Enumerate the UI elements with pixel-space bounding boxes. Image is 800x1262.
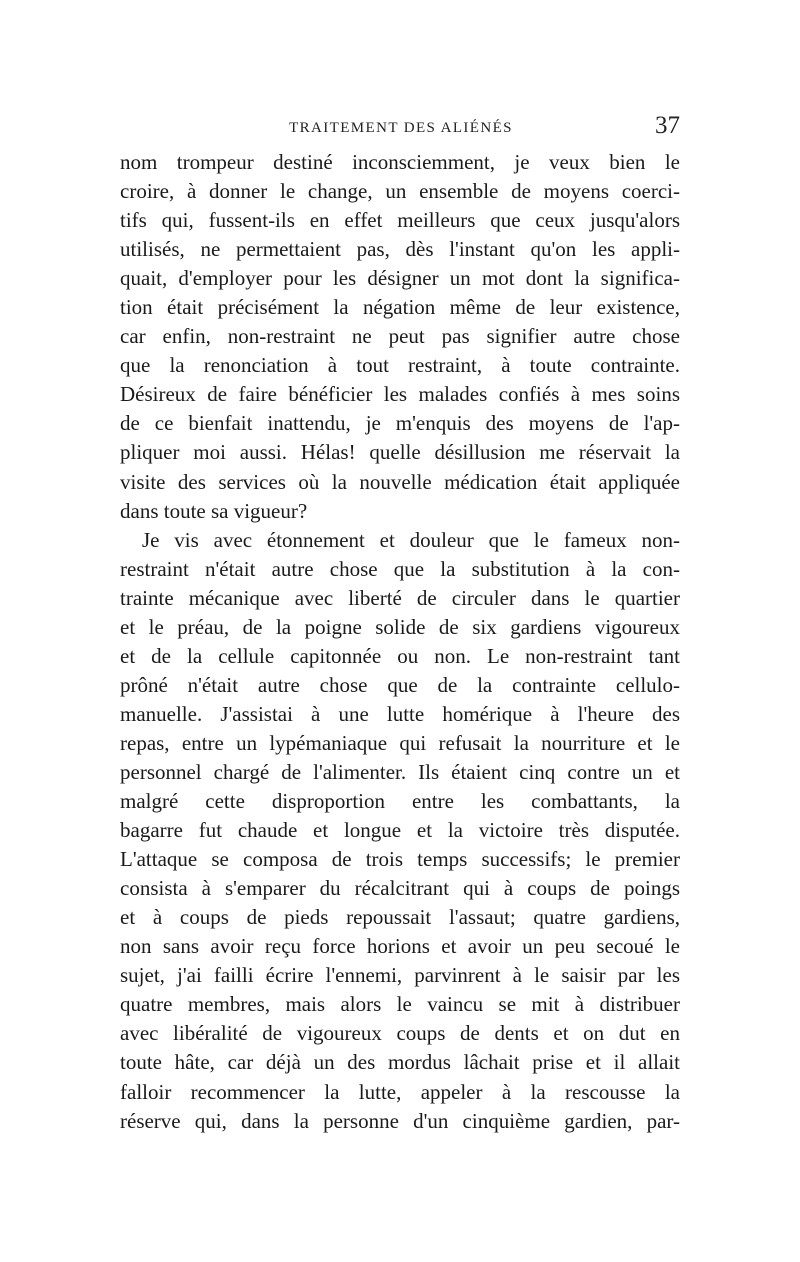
text-line: tifs qui, fussent-ils en effet meilleurs que ceux jusqu'alors: [120, 208, 680, 233]
body-text: [120, 148, 680, 1136]
text-line: que la renonciation à tout restraint, à toute contrainte.: [120, 353, 680, 378]
text-line: consista à s'emparer du récalcitrant qui à coups de poings: [120, 876, 680, 901]
text-line: L'attaque se composa de trois temps successifs; le premier: [120, 847, 680, 872]
text-line: malgré cette disproportion entre les combattants, la: [120, 789, 680, 814]
paragraph-end-line: dans toute sa vigueur?: [120, 498, 308, 523]
text-line: nom trompeur destiné inconsciemment, je veux bien le: [120, 150, 680, 174]
running-head: [120, 112, 682, 142]
text-line: Désireux de faire bénéficier les malades confiés à mes soins: [120, 382, 680, 407]
running-title: TRAITEMENT DES ALIÉNÉS: [289, 120, 513, 136]
text-line: non sans avoir reçu force horions et avoir un peu secoué le: [120, 934, 680, 959]
paragraph-start-line: Je vis avec étonnement et douleur que le fameux non-: [142, 527, 680, 552]
text-line: falloir recommencer la lutte, appeler à la rescousse la: [120, 1079, 680, 1104]
page-number: 37: [655, 112, 680, 139]
text-line: toute hâte, car déjà un des mordus lâchait prise et il allait: [120, 1050, 680, 1075]
text-line: quatre membres, mais alors le vaincu se mit à distribuer: [120, 992, 680, 1017]
text-line: car enfin, non-restraint ne peut pas signifier autre chose: [120, 324, 680, 349]
text-line: prôné n'était autre chose que de la contrainte cellulo-: [120, 672, 680, 697]
text-line: et à coups de pieds repoussait l'assaut; quatre gardiens,: [120, 905, 680, 930]
text-line: restraint n'était autre chose que la substitution à la con-: [120, 556, 680, 581]
text-line: croire, à donner le change, un ensemble de moyens coerci-: [120, 179, 680, 204]
text-line: et le préau, de la poigne solide de six gardiens vigoureux: [120, 614, 680, 639]
text-line: manuelle. J'assistai à une lutte homérique à l'heure des: [120, 701, 680, 726]
text-line: quait, d'employer pour les désigner un mot dont la significa-: [120, 266, 680, 291]
text-line: utilisés, ne permettaient pas, dès l'instant qu'on les appli-: [120, 237, 680, 262]
text-line: sujet, j'ai failli écrire l'ennemi, parvinrent à le saisir par les: [120, 963, 680, 988]
text-line: visite des services où la nouvelle médication était appliquée: [120, 469, 680, 494]
text-line: bagarre fut chaude et longue et la victoire très disputée.: [120, 818, 680, 843]
text-line: avec libéralité de vigoureux coups de dents et on dut en: [120, 1021, 680, 1046]
text-line: et de la cellule capitonnée ou non. Le non-restraint tant: [120, 643, 680, 668]
text-line: pliquer moi aussi. Hélas! quelle désillusion me réservait la: [120, 440, 680, 465]
text-line: trainte mécanique avec liberté de circuler dans le quartier: [120, 585, 680, 610]
text-line: tion était précisément la négation même de leur existence,: [120, 295, 680, 320]
text-line: repas, entre un lypémaniaque qui refusait la nourriture et le: [120, 730, 680, 755]
text-line: réserve qui, dans la personne d'un cinquième gardien, par-: [120, 1108, 680, 1133]
text-line: personnel chargé de l'alimenter. Ils étaient cinq contre un et: [120, 759, 680, 784]
text-line: de ce bienfait inattendu, je m'enquis des moyens de l'ap-: [120, 411, 680, 436]
